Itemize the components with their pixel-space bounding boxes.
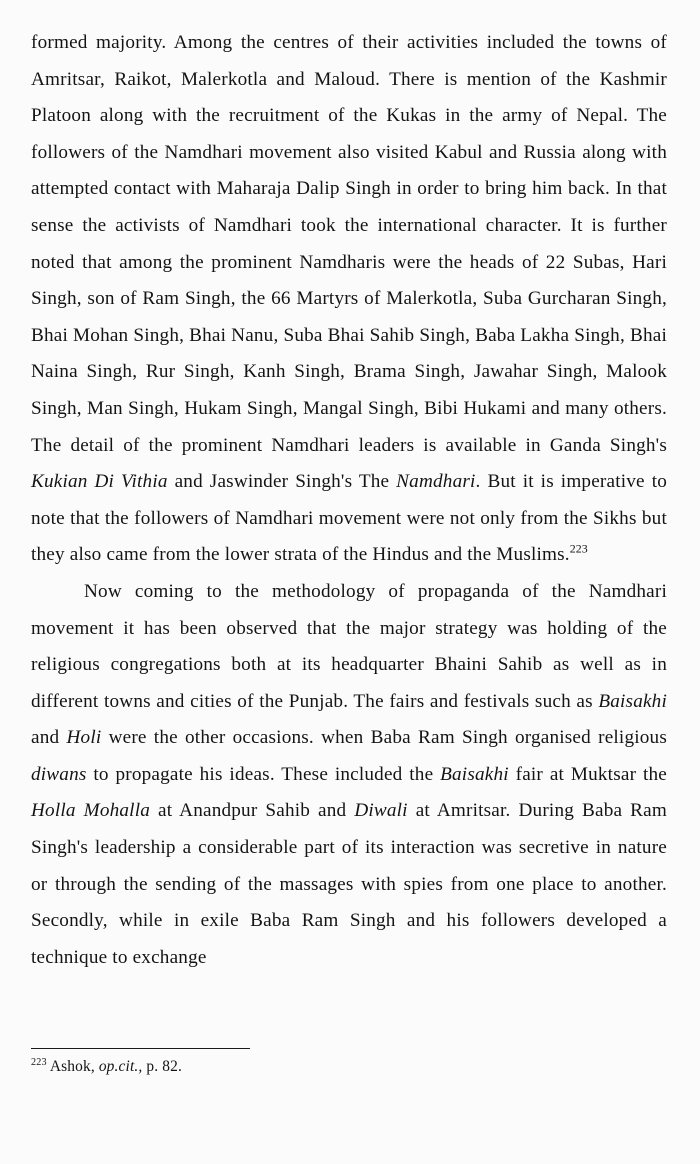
paragraph-1-run-2: and Jaswinder Singh's The bbox=[167, 471, 397, 493]
footnote-run-2: p. 82. bbox=[142, 1058, 182, 1075]
term-diwans: diwans bbox=[31, 763, 87, 785]
footnote-number: 223 bbox=[31, 1056, 47, 1068]
festival-name-baisakhi-first: Baisakhi bbox=[598, 690, 667, 712]
footnote-entry bbox=[31, 1056, 667, 1078]
paragraph-2-run-5: fair at Muktsar the bbox=[508, 763, 667, 785]
paragraph-2-run-1: Now coming to the methodology of propaganda of the Namdhari movement it has been observed that the major strategy was holding of the religious congregations both at its headquarter Bhaini Sahib as well as in different towns and cities of the Punjab. The fairs and festivals such as bbox=[31, 580, 667, 712]
paragraph-2-run-7: at Amritsar. During Baba Ram Singh's leadership a considerable part of its interaction was secretive in nature or through the sending of the massages with spies from one place to another. Secondly, while in exile Baba Ram Singh and his followers developed a technique to exchange bbox=[31, 800, 667, 968]
paragraph-2-run-4: to propagate his ideas. These included the bbox=[86, 763, 441, 785]
paragraph-2-run-3: were the other occasions. when Baba Ram Singh organised religious bbox=[101, 727, 667, 749]
footnote-reference-223: 223 bbox=[569, 541, 588, 556]
paragraph-1-run-3: . But it is imperative to note that the followers of Namdhari movement were not only from the Sikhs but they also came from the lower strata of the Hindus and the Muslims. bbox=[31, 471, 667, 566]
paragraph-propaganda-methodology bbox=[31, 574, 667, 977]
footnote-area bbox=[31, 1048, 667, 1078]
festival-name-baisakhi-second: Baisakhi bbox=[440, 763, 509, 785]
festival-name-holi: Holi bbox=[66, 727, 102, 749]
festival-name-diwali: Diwali bbox=[354, 800, 408, 822]
paragraph-2-run-2: and bbox=[31, 727, 67, 749]
paragraph-namdhari-centres bbox=[31, 25, 667, 574]
paragraph-1-run-1: formed majority. Among the centres of their activities included the towns of Amritsar, Raikot, Malerkotla and Maloud. There is mention of the Kashmir Platoon along with the recruitment of the Kukas in the army of Nepal. The followers of the Namdhari movement also visited Kabul and Russia along with attempted contact with Maharaja Dalip Singh in order to bring him back. In that sense the activists of Namdhari took the international character. It is further noted that among the prominent Namdharis were the heads of 22 Subas, Hari Singh, son of Ram Singh, the 66 Martyrs of Malerkotla, Suba Gurcharan Singh, Bhai Mohan Singh, Bhai Nanu, Suba Bhai Sahib Singh, Baba Lakha Singh, Bhai Naina Singh, Rur Singh, Kanh Singh, Brama Singh, Jawahar Singh, Malook Singh, Man Singh, Hukam Singh, Mangal Singh, Bibi Hukami and many others. The detail of the prominent Namdhari leaders is available in Ganda Singh's bbox=[31, 32, 667, 456]
footnote-run-1: Ashok, bbox=[46, 1058, 99, 1075]
book-title-namdhari: Namdhari bbox=[396, 471, 476, 493]
footnote-separator-rule bbox=[31, 1048, 250, 1049]
footnote-op-cit: op.cit., bbox=[98, 1058, 143, 1075]
page-body-text bbox=[31, 25, 667, 976]
festival-name-holla-mohalla: Holla Mohalla bbox=[31, 800, 151, 822]
book-title-kukian-di-vithia: Kukian Di Vithia bbox=[31, 471, 168, 493]
paragraph-2-run-6: at Anandpur Sahib and bbox=[150, 800, 355, 822]
